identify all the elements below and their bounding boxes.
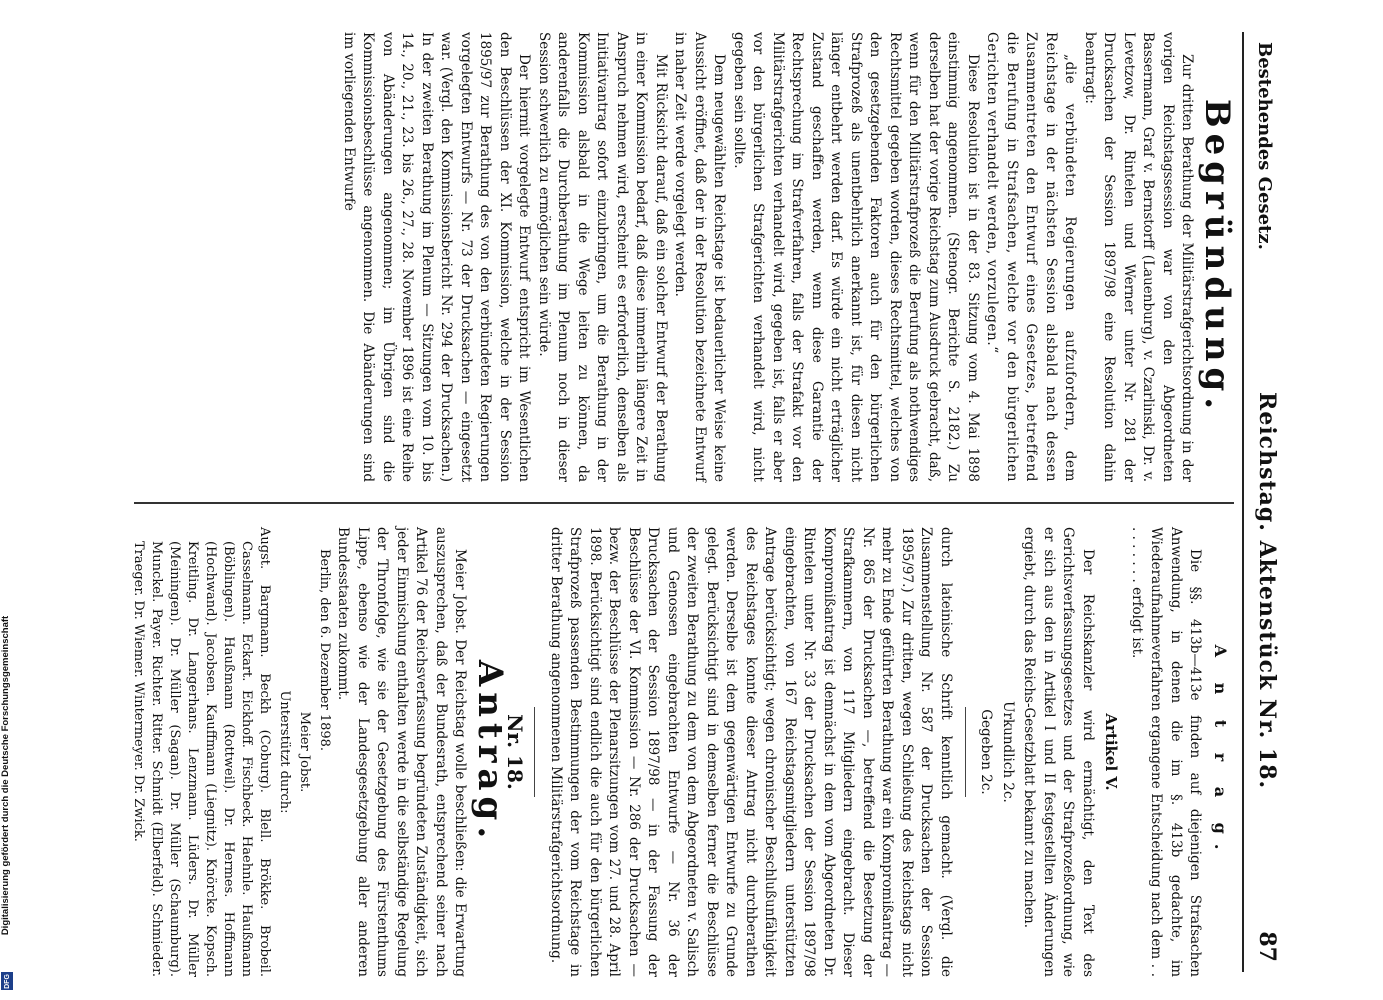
signatures-list: Augst. Bargmann. Beckh (Coburg). Blell. Brökke. Brobeil. Casselmann. Eckart. Eickhoff. Fischbeck. Haehnle. Haußmann (Böblingen). Haußmann (Rottweil). Dr. Hermes. Hoffmann (Hochwand). Jacobsen. Kauffmann (Liegnitz). Knörcke. Kopsch. Kreitling. Dr. Langerhans. Lenzmann. Lüders. Dr. Müller (Meiningen). Dr. Müller (Sagan). Dr. Müller (Schaumburg). Munckel. Payer. Richter. Ritter. Schmidt (Elberfeld). Schmieder. Traeger. Dr. Wiemer. Wintermeyer. Dr. Zwick. <box>131 527 272 977</box>
document-number: Nr. 18. <box>503 714 528 790</box>
digitization-note-text: Digitalisierung gefördert durch die Deutsche Forschungsgemeinschaft <box>0 615 12 935</box>
column-separator <box>134 502 1234 504</box>
artikel-heading: Artikel V. <box>1102 713 1121 791</box>
begruendung-para-3: Dem neugewählten Reichstage ist bedauerlicher Weise keine Aussicht eröffnet, daß der in der Resolution bezeichnete Entwurf in naher Zeit werde vorgelegt werden. <box>672 32 728 482</box>
date-line: Berlin, den 6. Dezember 1898. <box>317 549 332 752</box>
divider <box>965 707 966 797</box>
supported-by: Unterstützt durch: <box>277 690 292 814</box>
antrag-heading: A n t r a g. <box>1211 644 1230 860</box>
antrag-big-heading: Antrag. <box>470 659 510 845</box>
signer: Meier Jobst. <box>297 711 312 793</box>
begruendung-para-1: Zur dritten Berathung der Militärstrafgerichtsordnung in der vorigen Reichstagssession war von den Abgeordneten Bassermann, Graf v. Bernstorff (Lauenburg), v. Czarlinski, Dr. v. Levetzow, Dr. Rintelen und Werner unter Nr. 281 der Drucksachen der Session 1897/98 eine Resolution dahin beantragt: <box>1082 32 1196 482</box>
meier-jobst-motion: Meier Jobst. Der Reichstag wolle beschließen: die Erwartung auszusprechen, daß der Bundesrath, entsprechend seiner nach Artikel 76 der Reichsverfassung begründeten Zuständigkeit, sich jeder Einmischung enthalten werde in die selbständige Regelung der Thronfolge, wie sie der Gesetzgebung des Fürstenthums Lippe, ebenso wie der Landesgesetzgebung aller anderen Bundesstaaten zukommt. <box>335 527 469 977</box>
left-column <box>339 32 1237 482</box>
begruendung-heading: Begründung. <box>1197 98 1237 416</box>
continuation-paragraph: durch lateinische Schrift kenntlich gemacht. (Vergl. die Zusammenstellung Nr. 587 der Drucksachen der Session 1895/97.) Zur dritten, wegen Schließung des Reichstags nicht mehr zu Ende geführten Berathung war ein Kompromißantrag — Nr. 865 der Drucksachen —, betreffend die Besetzung der Strafkammern, von 117 Mitgliedern eingebracht. Dieser Kompromißantrag ist demnächst in dem vom Abgeordneten Dr. Rintelen unter Nr. 33 der Drucksachen der Session 1897/98 eingebrachten, von 167 Reichstagsmitgliedern unterstützten Antrage berücksichtigt; wegen chronischer Beschlußunfähigkeit des Reichstages konnte dieser Antrag nicht durchberathen werden. Derselbe ist dem gegenwärtigen Entwurfe zu Grunde gelegt. Berücksichtigt sind in demselben ferner die Beschlüsse der zweiten Berathung zu dem von dem Abgeordneten v. Salisch und Genossen eingebrachten Entwurfe — Nr. 36 der Drucksachen der Session 1897/98 — in der Fassung der Beschlüsse der VI. Kommission — Nr. 286 der Drucksachen — bezw. der Beschlüsse der Plenarsitzungen vom 27. und 28. April 1898. Berücksichtigt sind endlich die auch für den bürgerlichen Strafprozeß passenden Bestimmungen der vom Reichstage in dritter Berathung angenommenen Militärstrafgerichtsordnung. <box>548 527 954 977</box>
artikel-paragraph: Der Reichskanzler wird ermächtigt, den Text des Gerichtsverfassungsgesetzes und der Strafprozeßordnung, wie er sich aus den in Artikel I und II festgestellten Änderungen ergiebt, durch das Reichs-Gesetzblatt bekannt zu machen. <box>1021 527 1096 977</box>
header-rule <box>1242 32 1244 972</box>
antrag-paragraph: Die §§. 413b—413e finden auf diejenigen Strafsachen Anwendung, in denen die im §. 413b gedachte, im Wiederaufnahmeverfahren ergangene Entscheidung nach dem . . . . . . . . . erfolgt ist. <box>1129 527 1204 977</box>
page-number: 87 <box>1254 931 1280 962</box>
divider <box>535 707 536 797</box>
header-title: Reichstag. Aktenstück Nr. 18. <box>1254 392 1280 790</box>
right-column <box>129 527 1232 977</box>
begruendung-para-5: Der hiermit vorgelegte Entwurf entspricht im Wesentlichen den Beschlüssen der XI. Kommission, welche in der Session 1895/97 zur Berathung des von den verbündeten Regierungen vorgelegten Entwurfs — Nr. 73 der Drucksachen — eingesetzt war. (Vergl. den Kommissionsbericht Nr. 294 der Drucksachen.) In der zweiten Berathung im Plenum — Sitzungen vom 10. bis 14., 20., 21., 23. bis 26., 27., 28. November 1896 ist eine Reihe von Abänderungen angenommen; im Übrigen sind die Kommissionsbeschlüsse angenommen. Die Abänderungen sind im vorliegenden Entwurfe <box>341 32 533 482</box>
urkundlich: Urkundlich 2c. <box>1000 701 1016 803</box>
header-left-title: Bestehendes Gesetz. <box>1254 42 1275 250</box>
begruendung-para-4: Mit Rücksicht darauf, daß ein solcher Entwurf der Berathung in einer Kommission bedarf, daß diese immerhin längere Zeit in Anspruch nehmen wird, erscheint es erforderlich, denselben als Initiativantrag sofort einzubringen, um die Berathung in der Kommission alsbald in die Wege leiten zu können, da anderenfalls die Durchberathung im Plenum noch in dieser Session schwerlich zu ermöglichen sein würde. <box>536 32 669 482</box>
page-header <box>1254 42 1294 962</box>
digitization-note <box>0 550 12 1000</box>
gegeben: Gegeben 2c. <box>978 709 995 795</box>
resolution-quote: „die verbündeten Regierungen aufzufordern, dem Reichstage in der nächsten Session alsbald nach dessen Zusammentreten den Entwurf eines Gesetzes, betreffend die Berufung in Strafsachen, welche vor den bürgerlichen Gerichten verhandelt werden, vorzulegen.“ <box>984 32 1079 482</box>
document-page <box>84 22 1304 982</box>
begruendung-para-2: Diese Resolution ist in der 83. Sitzung vom 4. Mai 1898 einstimmig angenommen. (Stenogr. Berichte S. 2182.) Zu derselben hat der vorige Reichstag zum Ausdruck gebracht, daß, wenn für den Militärstrafprozeß die Berufung als nothwendiges Rechtsmittel gegeben worden, dieses Rechtsmittel, welches von den gesetzgebenden Faktoren auch für den bürgerlichen Strafprozeß als unentbehrlich anerkannt ist, für diesen nicht länger entbehrt werden darf. Es würde ein nicht erträglicher Zustand geschaffen werden, wenn diese Garantie der Rechtsprechung im Strafverfahren, falls der Strafakt vor den Militärstrafgerichten verhandelt wird, gegeben ist, falls er aber vor den bürgerlichen Strafgerichten verhandelt wird, nicht gegeben sein sollte. <box>731 32 981 482</box>
dfg-logo: DFG <box>1 972 13 990</box>
